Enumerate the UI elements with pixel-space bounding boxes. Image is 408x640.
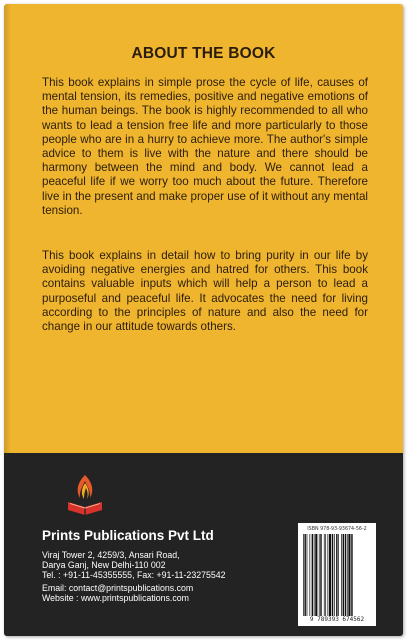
barcode-bar	[338, 534, 339, 616]
barcode-bar	[343, 534, 344, 616]
barcode-bar	[336, 534, 337, 616]
isbn-label: ISBN 978-93-93674-56-2	[307, 527, 367, 532]
barcode-bars	[302, 534, 372, 616]
barcode-bar	[312, 534, 313, 616]
book-flame-logo-icon	[64, 472, 106, 518]
publisher-address-line-2: Darya Ganj, New Delhi-110 002	[42, 560, 166, 570]
barcode-bar	[347, 534, 348, 616]
barcode-bar	[320, 534, 321, 616]
publisher-name: Prints Publications Pvt Ltd	[42, 528, 214, 543]
barcode-bar	[351, 534, 352, 616]
description-paragraph-2: This book explains in detail how to bring purity in our life by avoiding negative energies and hatred for others. This book contains valuable inputs which will help a person to lead a purposeful and peaceful life. It advocates the need for living according to the principles of nature and also the need for change in our attitude towards others.	[42, 249, 368, 334]
publisher-address-line-1: Viraj Tower 2, 4259/3, Ansari Road,	[42, 550, 180, 560]
publisher-phone: Tel. : +91-11-45355555, Fax: +91-11-23275542	[42, 570, 226, 580]
barcode-bar	[341, 534, 342, 616]
barcode-bar	[307, 534, 308, 616]
barcode-bar	[345, 534, 346, 616]
barcode-bar	[329, 534, 331, 616]
barcode-bar	[324, 534, 325, 616]
barcode-bar	[334, 534, 335, 616]
barcode-bar	[304, 534, 305, 616]
publisher-email: Email: contact@printspublications.com	[42, 583, 194, 593]
publisher-footer	[4, 453, 403, 636]
barcode-bar	[325, 534, 326, 616]
barcode-bar	[348, 534, 350, 616]
publisher-website: Website : www.printspublications.com	[42, 593, 189, 603]
barcode-bar	[303, 534, 304, 616]
barcode-bar	[319, 534, 320, 616]
barcode-bar	[314, 534, 315, 616]
barcode-bar	[309, 534, 310, 616]
barcode-bar	[327, 534, 328, 616]
barcode-bar	[332, 534, 333, 616]
description-paragraph-1: This book explains in simple prose the cycle of life, causes of mental tension, its remedies, positive and negative emotions of the human beings. The book is highly recommended to all who wants to lead a tension free life and more particularly to those people who are in a hurry to achieve more. The author's simple advice to them is live with the nature and there should be harmony between the mind and body. We cannot lead a peaceful life if we worry too much about the future. Therefore live in the present and make proper use of it without any mental tension.	[42, 76, 368, 217]
barcode-number: 9 789393 674562	[309, 616, 365, 623]
isbn-barcode	[298, 523, 376, 626]
about-book-heading: ABOUT THE BOOK	[131, 45, 276, 62]
back-cover	[4, 4, 403, 636]
barcode-bar	[315, 534, 317, 616]
